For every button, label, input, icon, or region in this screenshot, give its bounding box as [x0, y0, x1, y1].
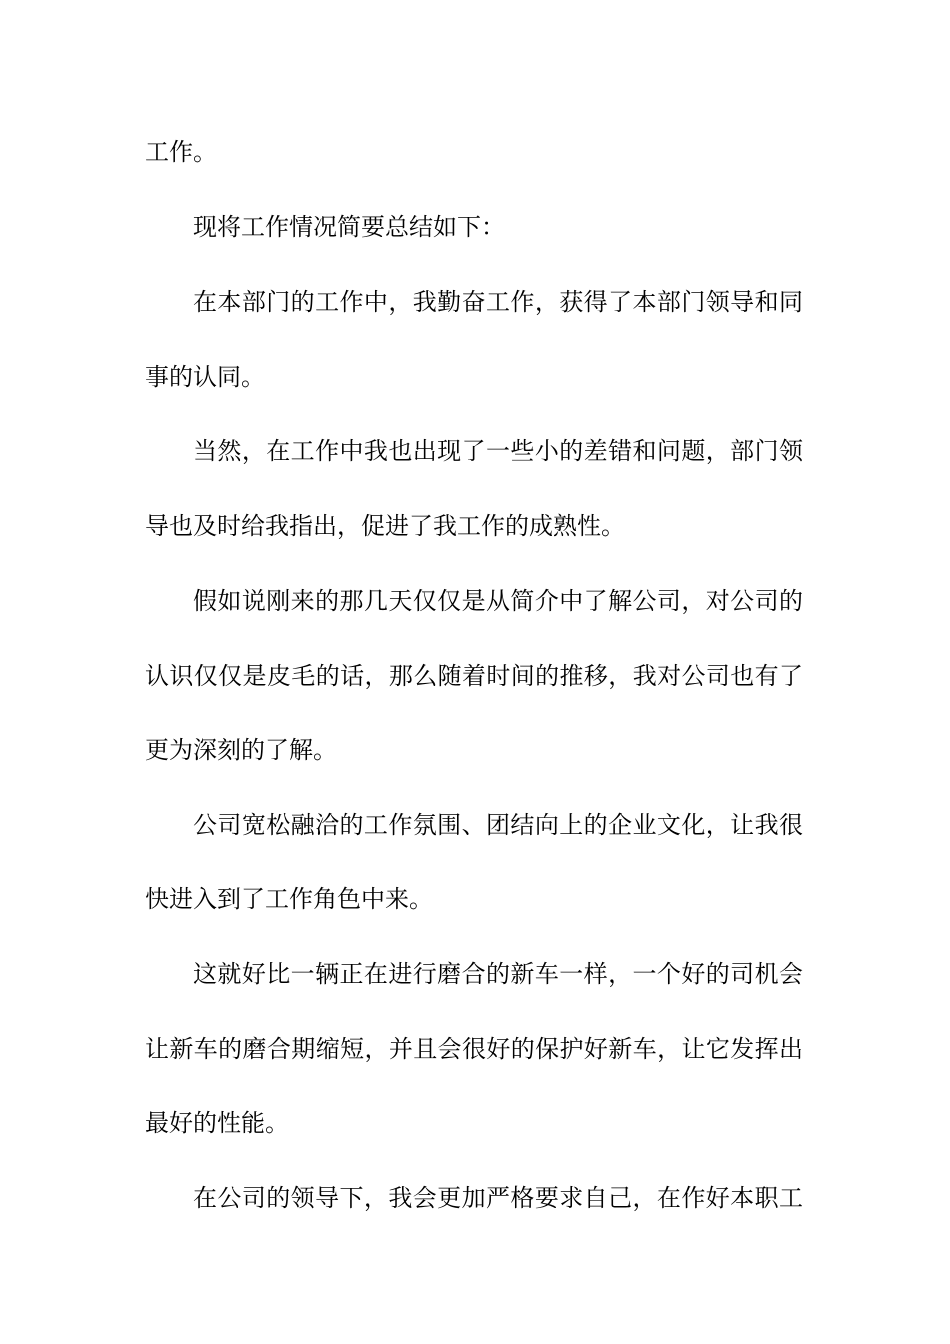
text-line: 事的认同。 [145, 363, 265, 391]
text-line: 假如说刚来的那几天仅仅是从简介中了解公司，对公司的 [193, 587, 803, 615]
text-line: 最好的性能。 [145, 1109, 289, 1137]
text-line: 让新车的磨合期缩短，并且会很好的保护好新车，让它发挥出 [145, 1035, 803, 1063]
text-line: 在公司的领导下，我会更加严格要求自己，在作好本职工 [193, 1184, 803, 1212]
text-line: 公司宽松融洽的工作氛围、团结向上的企业文化，让我很 [193, 811, 803, 839]
text-line: 当然，在工作中我也出现了一些小的差错和问题，部门领 [193, 437, 803, 465]
text-line: 认识仅仅是皮毛的话，那么随着时间的推移，我对公司也有了 [145, 662, 803, 690]
text-line: 导也及时给我指出，促进了我工作的成熟性。 [145, 512, 625, 540]
text-line: 工作。 [145, 138, 217, 166]
text-line: 更为深刻的了解。 [145, 736, 337, 764]
text-line: 这就好比一辆正在进行磨合的新车一样，一个好的司机会 [193, 960, 803, 988]
text-line: 现将工作情况简要总结如下： [193, 213, 505, 241]
text-line: 在本部门的工作中，我勤奋工作，获得了本部门领导和同 [193, 288, 803, 316]
text-line: 快进入到了工作角色中来。 [145, 885, 433, 913]
